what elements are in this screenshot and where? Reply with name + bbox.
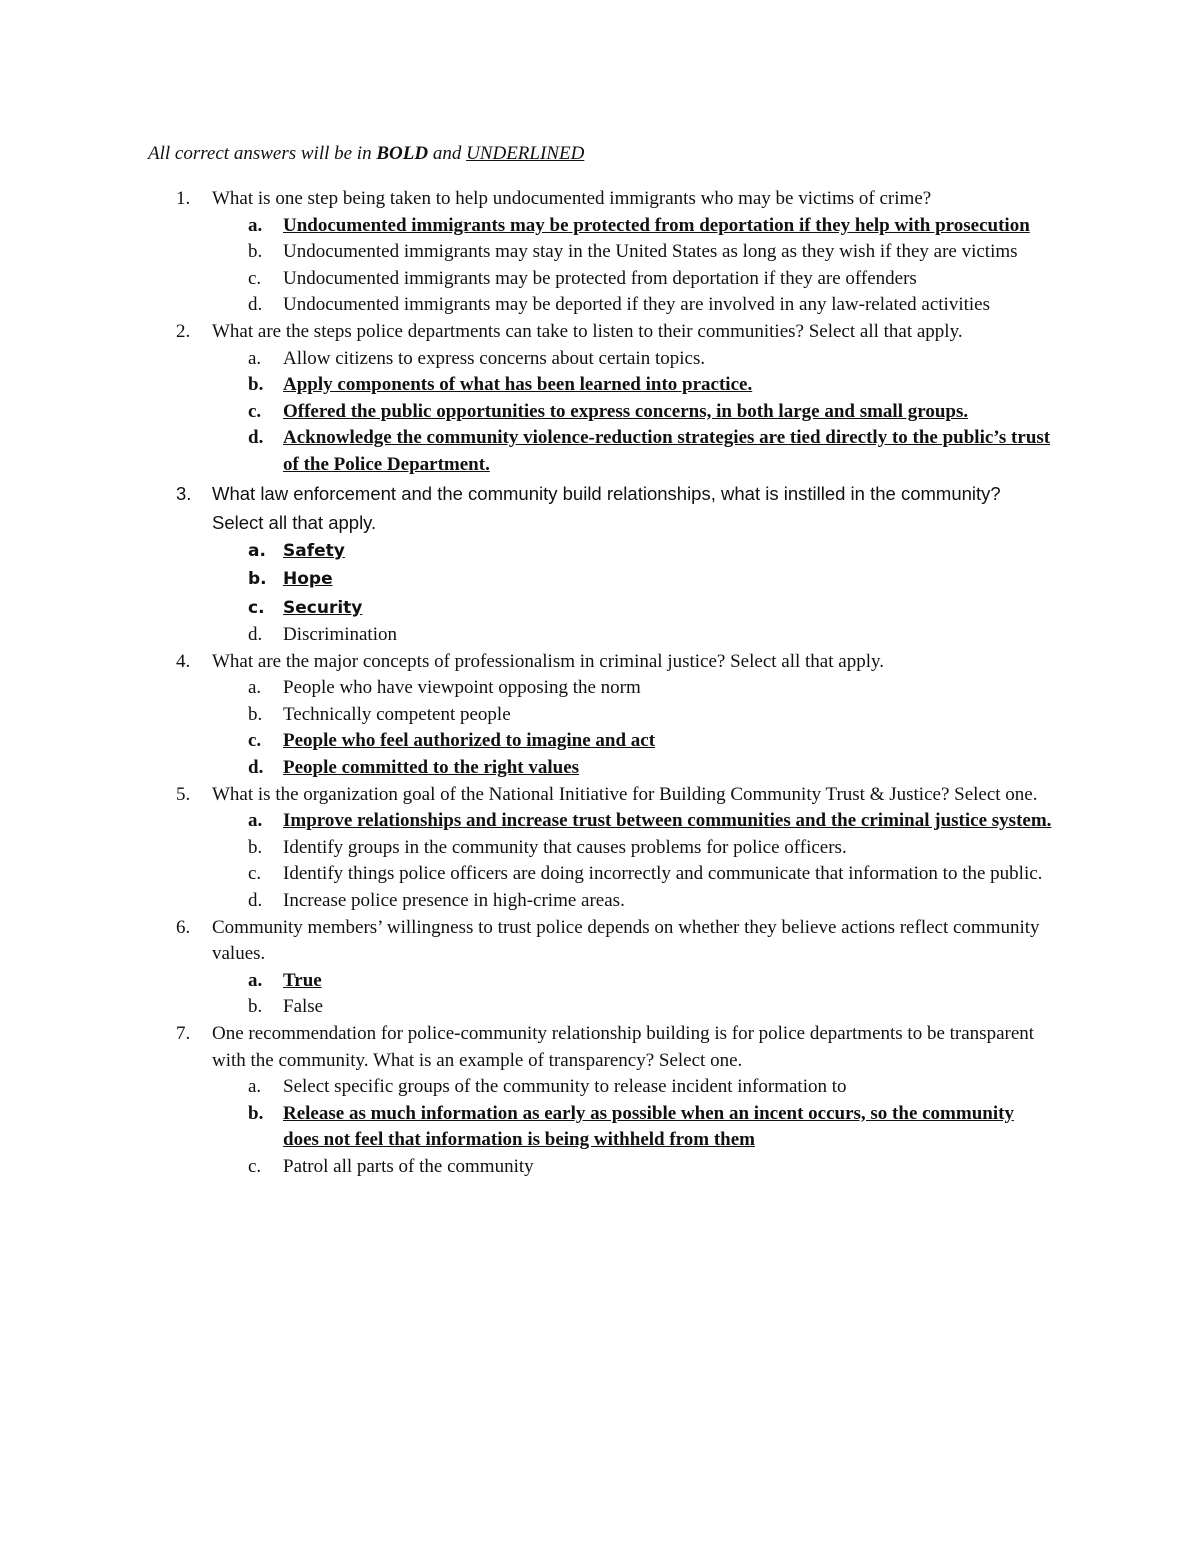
option-text: Increase police presence in high-crime areas. [283,889,625,911]
question-5 [0,782,1200,915]
question-6 [0,915,1200,1021]
option-text: Discrimination [283,624,397,646]
answer-option [0,702,1053,729]
option-letter: a. [248,810,263,832]
option-text: People who feel authorized to imagine and act [283,730,656,752]
answer-option [0,213,1053,240]
question-number: 7. [176,1022,191,1044]
option-text: Undocumented immigrants may be protected from deportation if they are offenders [283,267,917,289]
answer-option [0,594,1053,623]
option-text: People committed to the right values [283,757,580,778]
answer-option [0,888,1053,915]
option-letter: d. [248,427,264,449]
answer-option [0,537,1053,566]
option-letter: d. [248,757,264,778]
option-text: Undocumented immigrants may stay in the United States as long as they wish if they are victims [283,241,1018,263]
answer-option [0,835,1053,862]
answer-option [0,399,1053,426]
intro-note [148,143,584,165]
answer-option [0,808,1053,835]
option-letter: c. [248,863,262,885]
answer-option [0,755,1053,782]
option-letter: a. [248,540,266,561]
answer-option [0,292,1053,319]
option-letter: c. [248,730,262,752]
question-text: 4. What are the major concepts of professionalism in criminal justice? Select all that apply. [0,649,1052,676]
question-number: 1. [176,188,191,209]
answer-option [0,266,1053,293]
option-text: Technically competent people [283,703,511,725]
option-text: Security [283,597,363,618]
option-letter: a. [248,214,263,236]
answer-option [0,675,1053,702]
intro-underlined-word: UNDERLINED [466,143,585,164]
answer-option [0,968,1053,995]
option-text: Improve relationships and increase trust between communities and the criminal justice system. [283,810,1052,832]
option-letter: b. [248,241,263,263]
option-letter: d. [248,889,263,911]
question-number: 6. [176,916,191,938]
option-text: Offered the public opportunities to express concerns, in both large and small groups. [283,400,969,422]
question-text: 6. Community members’ willingness to trust police depends on whether they believe actions reflect community values. [176,916,1040,965]
option-letter: b. [248,1102,264,1124]
question-text: 2. What are the steps police departments can take to listen to their communities? Select all that apply. [0,319,1052,346]
option-letter: b. [248,569,267,590]
question-text: 3. What law enforcement and the community build relationships, what is instilled in the community? Select all that apply. [0,479,1052,537]
option-text: True [283,969,322,991]
answer-option [0,1074,1053,1101]
option-letter: c. [248,597,265,618]
option-letter: a. [248,969,263,991]
option-text: Allow citizens to express concerns about certain topics. [283,347,706,369]
option-text: Safety [283,540,345,561]
option-letter: c. [248,267,262,289]
option-text: Undocumented immigrants may be protected from deportation if they help with prosecution [283,214,1030,236]
answer-option [0,861,1053,888]
option-letter: d. [248,294,263,316]
answer-option [0,1101,1053,1154]
question-text: 7. One recommendation for police-community relationship building is for police departments to be transparent with the community. What is an example of transparency? Select one. [176,1022,1035,1071]
option-text: Acknowledge the community violence-reduction strategies are tied directly to the public’s trust of the Police Department. [283,427,1051,475]
option-text: People who have viewpoint opposing the norm [283,677,641,699]
answer-option [0,1154,1053,1181]
answer-option [0,372,1053,399]
option-text: Undocumented immigrants may be deported if they are involved in any law-related activities [283,294,990,316]
answer-option [0,425,1053,478]
intro-prefix: All correct answers will be in [148,143,377,164]
option-letter: c. [248,1155,262,1177]
option-letter: b. [248,996,263,1018]
answer-option [0,622,1053,649]
option-letter: a. [248,1076,262,1098]
question-text: 1. What is one step being taken to help undocumented immigrants who may be victims of crime? [0,186,1052,213]
question-3 [0,479,1200,649]
question-1 [0,186,1200,319]
option-text: Apply components of what has been learned into practice. [283,374,753,396]
question-4 [0,649,1200,782]
option-letter: b. [248,703,263,725]
question-text: 5. What is the organization goal of the National Initiative for Building Community Trust & Justice? Select one. [0,782,1052,809]
question-2 [0,319,1200,479]
question-number: 3. [176,482,192,504]
answer-option [0,239,1053,266]
question-list [0,186,1200,1181]
option-text: False [283,996,324,1018]
option-text: Select specific groups of the community to release incident information to [283,1076,847,1098]
answer-option [0,565,1053,594]
option-text: Hope [283,569,333,590]
option-text: Patrol all parts of the community [283,1155,534,1177]
answer-option [0,728,1053,755]
option-letter: c. [248,400,262,422]
intro-middle: and [428,143,467,164]
question-number: 2. [176,320,191,342]
option-letter: a. [248,347,262,369]
option-text: Release as much information as early as possible when an incent occurs, so the community does not feel that information is being withheld from them [283,1102,1014,1151]
question-7 [0,1021,1200,1181]
option-letter: a. [248,677,262,699]
option-letter: d. [248,624,263,646]
option-letter: b. [248,374,264,396]
option-letter: b. [248,836,263,858]
question-number: 5. [176,783,191,805]
question-number: 4. [176,650,191,672]
answer-option [0,346,1053,373]
answer-option [0,994,1053,1021]
option-text: Identify groups in the community that causes problems for police officers. [283,836,847,858]
option-text: Identify things police officers are doing incorrectly and communicate that information to the public. [283,863,1043,885]
intro-bold-word: BOLD [376,143,429,164]
